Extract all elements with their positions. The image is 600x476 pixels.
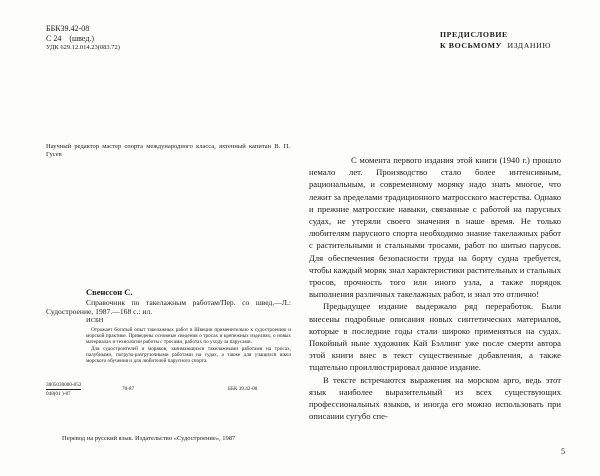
code-fraction-bottom: 048(01 )-87 [46,391,71,398]
preface-paragraph: С момента первого издания этой книги (1940 г.) прошло немало лет. Производство стало более интенсивным, рациональным, и современному моряку надо знать многое, что лежит за пределами традиционного матросского мастерства. Однако и прежние матросские навыки, связанные с работой на парусных судах, не утеряли своего значения в наше время. Не только любителям парусного спорта необходимо знание такелажных работ с растительными и стальными тросами, работ по шитью парусов. Для обеспечения безопасности труда на борту судна требуется, чтобы каждый моряк знал характеристики растительных и стальных тросов, прочность того или иного узла, а также порядок выполнения различных такелажных работ, и знал это отлично! [309,155,561,300]
udk-lang: (швед.) [69,34,95,43]
translation-note: Перевод на русский язык. Издательство «Судостроение», 1987 [62,435,236,442]
code-mid: 70-87 [122,386,135,392]
preface-heading-to-eighth: К ВОСЬМОМУ [440,41,502,50]
code-fraction [46,382,81,398]
udk-letter-line [46,34,94,43]
catalog-author: Свенссон С. [86,287,133,297]
preface-heading-edition: ИЗДАНИЮ [507,41,552,50]
udk-letter: С 24 [46,34,62,43]
udk-code: УДК 629.12.014.23(083.72) [46,44,120,51]
preface-paragraph: В тексте встречаются выражения на морском арго, ведь этот язык наиболее выразительный из всех существующих профессиональных языков, и иногда его можно использовать при описании сугубо спе- [309,374,561,422]
catalog-isbn: ИСБН [86,316,104,324]
page-number: 5 [561,447,565,456]
bbk-code: ББК39.42-08 [46,24,90,33]
preface-heading-line1: ПРЕДИСЛОВИЕ [440,30,508,39]
preface-body [309,154,561,422]
right-page [300,0,600,476]
catalog-title: Справочник по такелажным работам/Пер. со швед.—Л.: Судостроение, 1987.—168 с.: ил. [46,298,291,317]
preface-heading-line2 [440,41,551,51]
catalog-annotation: Отражает богатый опыт такелажных работ в Швеции применительно к судостроению и морской практике. Приведены основные сведения о тросах и крепежных изделиях, о новых материалах и технологии работы с тросами, работах по уходу за парусами. [86,326,291,346]
code-fraction-top: 3805030000-052 [46,382,81,390]
catalog-card [46,287,291,365]
bbk-bottom: ББК 39.42-08 [228,386,258,392]
catalog-audience: Для судостроителей и моряков, занимающихся такелажными работами на тросах, палубными, погрузо-разгрузочными работами на судах, а также для учащихся школ морского обучения и для любителей парусного спорта. [86,345,291,365]
editor-note: Научный редактор мастер спорта международного класса, яхтенный капитан В. П. Гусев [46,143,290,158]
preface-paragraph: Предыдущее издание выдержало ряд переработок. Были внесены подробные описания новых синтетических материалов, которые в последние годы стали широко применяться на судах. Покойный ныне художник Кай Бэллинг уже после смерти автора этой книги внес в текст существенные добавления, а также тщательно проиллюстрировал данное издание. [309,301,561,373]
